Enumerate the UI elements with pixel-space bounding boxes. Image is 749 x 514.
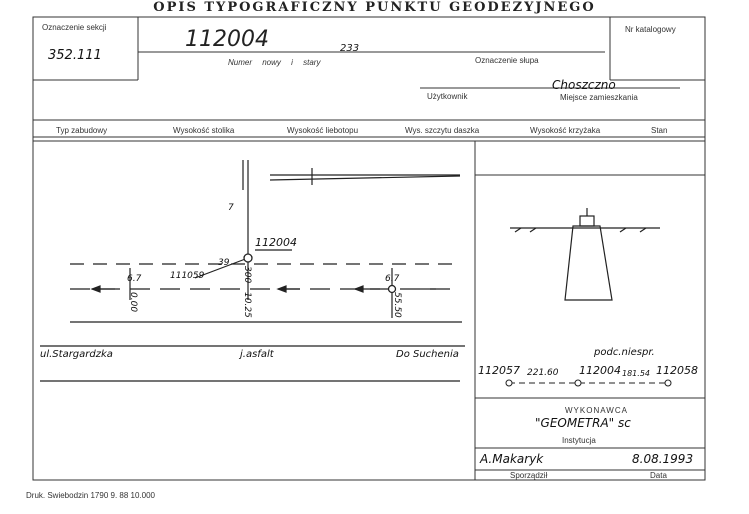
date-label: Data [650,471,667,480]
direction-label: Do Suchenia [396,349,459,360]
distance-label: 6.7 [127,274,142,284]
traverse-distance: 221.60 [527,368,559,378]
column-header: Wysokość liebotopu [287,126,359,135]
road-label: j.asfalt [240,349,274,360]
column-header: Wys. szczytu daszka [405,126,480,135]
distance-label: 39 [218,258,230,268]
traverse-distance: 181.54 [622,369,650,378]
distance-label: 300 [242,266,252,284]
traverse-caption: podc.niespr. [594,347,655,358]
column-header: Wysokość krzyżaka [530,126,601,135]
date-value: 8.08.1993 [632,452,694,466]
distance-label: 0.00 [128,292,138,313]
traverse-point: 112057 [478,364,520,377]
page-title: OPIS TYPOGRAFICZNY PUNKTU GEODEZYJNEGO [153,0,596,15]
number-label: Numer nowy i stary [228,58,321,67]
traverse-point: 112058 [656,364,698,377]
column-header: Typ zabudowy [56,126,108,135]
point-number: 112004 [185,27,269,52]
section-value: 352.111 [48,48,102,63]
print-note: Druk. Swiebodzin 1790 9. 88 10.000 [26,491,155,500]
author-label: Sporządził [510,471,548,480]
contractor-label: WYKONAWCA [565,406,628,415]
author-value: A.Makaryk [480,452,544,466]
distance-label: 7 [228,203,234,213]
place-value: Choszczno [552,78,616,92]
pillar-label: Oznaczenie słupa [475,56,539,65]
ref-point-label: 111059 [170,271,205,281]
point-marker [244,254,252,262]
user-label: Użytkownik [427,92,468,101]
traverse-point: 112004 [579,364,621,377]
distance-label: 55.50 [392,292,402,318]
column-header: Stan [651,126,668,135]
pillar-diagram [510,208,660,300]
institution-label: Instytucja [562,436,596,445]
street-label: ul.Stargardzka [40,349,113,360]
column-header: Wysokość stolika [173,126,235,135]
distance-label: 6.7 [385,274,400,284]
sketch-point-label: 112004 [255,236,297,249]
contractor-value: "GEOMETRA" sc [535,416,631,430]
section-label: Oznaczenie sekcji [42,23,107,32]
distance-label: 10.25 [242,292,252,318]
place-label: Miejsce zamieszkania [560,93,638,102]
old-number: 233 [340,43,360,54]
catalog-label: Nr katalogowy [625,25,676,34]
